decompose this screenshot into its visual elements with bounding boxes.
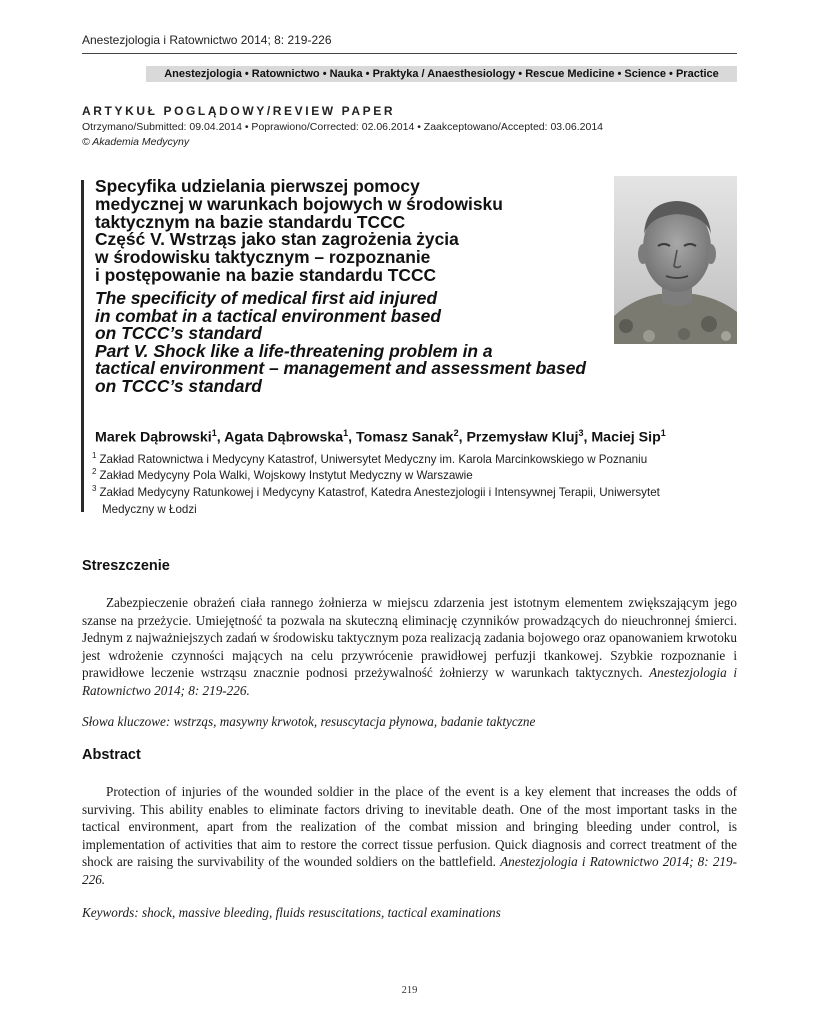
affiliation-3 xyxy=(92,480,660,518)
journal-reference: Anestezjologia i Ratownictwo 2014; 8: 219-226 xyxy=(82,33,332,47)
streszczenie-heading: Streszczenie xyxy=(82,558,170,574)
author-portrait xyxy=(614,176,737,344)
streszczenie-keywords: Słowa kluczowe: wstrząs, masywny krwotok, resuscytacja płynowa, badanie taktyczne xyxy=(82,714,536,729)
author-name: Tomasz Sanak xyxy=(356,429,454,446)
author-affiliation-mark: 1 xyxy=(211,428,217,438)
title-en-line: on TCCC’s standard xyxy=(95,323,262,344)
abstract-heading: Abstract xyxy=(82,747,141,763)
affiliation-text: Zakład Medycyny Pola Walki, Wojskowy Instytut Medyczny w Warszawie xyxy=(99,468,473,482)
streszczenie-citation: Anestezjologia i Ratownictwo 2014; 8: 219-226. xyxy=(82,665,738,698)
article-type: ARTYKUŁ POGLĄDOWY/REVIEW PAPER xyxy=(82,104,396,118)
affiliation-text: Zakład Ratownictwa i Medycyny Katastrof, Uniwersytet Medyczny im. Karola Marcinkowskiego w Poznaniu xyxy=(99,452,648,466)
author-name: Marek Dąbrowski xyxy=(95,429,212,446)
title-en-line: on TCCC’s standard xyxy=(95,375,262,396)
title-pl-line: medycznej w warunkach bojowych w środowisku xyxy=(95,193,503,214)
author-separator: , xyxy=(348,429,357,446)
title-en-line: in combat in a tactical environment based xyxy=(95,305,441,326)
page-number: 219 xyxy=(401,985,418,996)
abstract-text xyxy=(82,783,737,889)
author-separator: , xyxy=(216,429,225,446)
portrait-illustration xyxy=(614,176,737,344)
journal-banner: Anestezjologia • Ratownictwo • Nauka • Praktyka / Anaesthesiology • Rescue Medicine • Science • Practice xyxy=(146,66,737,82)
title-accent-bar xyxy=(81,180,84,512)
affiliation-text: Zakład Medycyny Ratunkowej i Medycyny Katastrof, Katedra Anestezjologii i Intensywnej Terapii, Uniwersytet xyxy=(99,485,660,499)
author-affiliation-mark: 1 xyxy=(343,428,349,438)
abstract-citation: Anestezjologia i Ratownictwo 2014; 8: 219-226. xyxy=(82,854,738,887)
abstract-body: Protection of injuries of the wounded soldier in the place of the event is a key element that increases the odds of surviving. This ability enables to eliminate factors driving to inevitable death. One of the most important tasks in the tactical environment, apart from the realization of the combat mission and bringing bleeding under control, is implementation of activities that aim to restore the correct tissue perfusion. Quick diagnosis and correct treatment of the shock are raising the survivability of the wounded soldiers on the battlefield. xyxy=(82,784,737,870)
affiliation-number: 2 xyxy=(92,467,97,476)
affiliation-number: 3 xyxy=(92,484,97,493)
author-affiliation-mark: 3 xyxy=(578,428,584,438)
streszczenie-body: Zabezpieczenie obrażeń ciała rannego żołnierza w miejscu zdarzenia jest istotnym elementem zwiększającym jego szanse na przeżycie. Umiejętność ta pozwala na skuteczną eliminację czynników prowadzących do nieuchronnej śmierci. Jednym z najważniejszych zadań w środowisku taktycznym poza realizacją zadania bojowego oraz opanowaniem krwotoku jest wdrożenie czynności mających na celu przywrócenie prawidłowej perfuzji tkankowej. Szybkie rozpoznanie i prawidłowe leczenie wstrząsu znacznie podnosi przeżywalność żołnierzy w warunkach taktycznych. xyxy=(82,595,737,681)
header-rule xyxy=(82,53,737,54)
author-separator: , xyxy=(458,429,467,446)
title-pl-line: i postępowanie na bazie standardu TCCC xyxy=(95,264,437,285)
author-affiliation-mark: 1 xyxy=(660,428,666,438)
title-pl-line: taktycznym na bazie standardu TCCC xyxy=(95,211,406,232)
title-en-line: Part V. Shock like a life-threatening problem in a xyxy=(95,340,493,361)
author-separator: , xyxy=(583,429,592,446)
abstract-keywords: Keywords: shock, massive bleeding, fluids resuscitations, tactical examinations xyxy=(82,905,501,920)
submission-dates: Otrzymano/Submitted: 09.04.2014 • Poprawiono/Corrected: 02.06.2014 • Zaakceptowano/Accepted: 03.06.2014 xyxy=(82,121,604,133)
streszczenie-text xyxy=(82,594,737,700)
title-pl-line: w środowisku taktycznym – rozpoznanie xyxy=(95,247,431,268)
author-name: Przemysław Kluj xyxy=(466,429,579,446)
author-affiliation-mark: 2 xyxy=(453,428,459,438)
title-polish xyxy=(95,178,615,285)
affiliation-text-continued: Medyczny w Łodzi xyxy=(102,502,197,516)
author-name: Agata Dąbrowska xyxy=(224,429,344,446)
author-list xyxy=(95,428,666,446)
affiliation-number: 1 xyxy=(92,451,97,460)
author-name: Maciej Sip xyxy=(591,429,661,446)
publisher: © Akademia Medycyny xyxy=(82,136,190,148)
title-pl-line: Specyfika udzielania pierwszej pomocy xyxy=(95,176,420,196)
title-en-line: tactical environment – management and assessment based xyxy=(95,358,586,379)
title-pl-line: Część V. Wstrząs jako stan zagrożenia życia xyxy=(95,229,459,250)
title-en-line: The specificity of medical first aid injured xyxy=(95,288,438,308)
